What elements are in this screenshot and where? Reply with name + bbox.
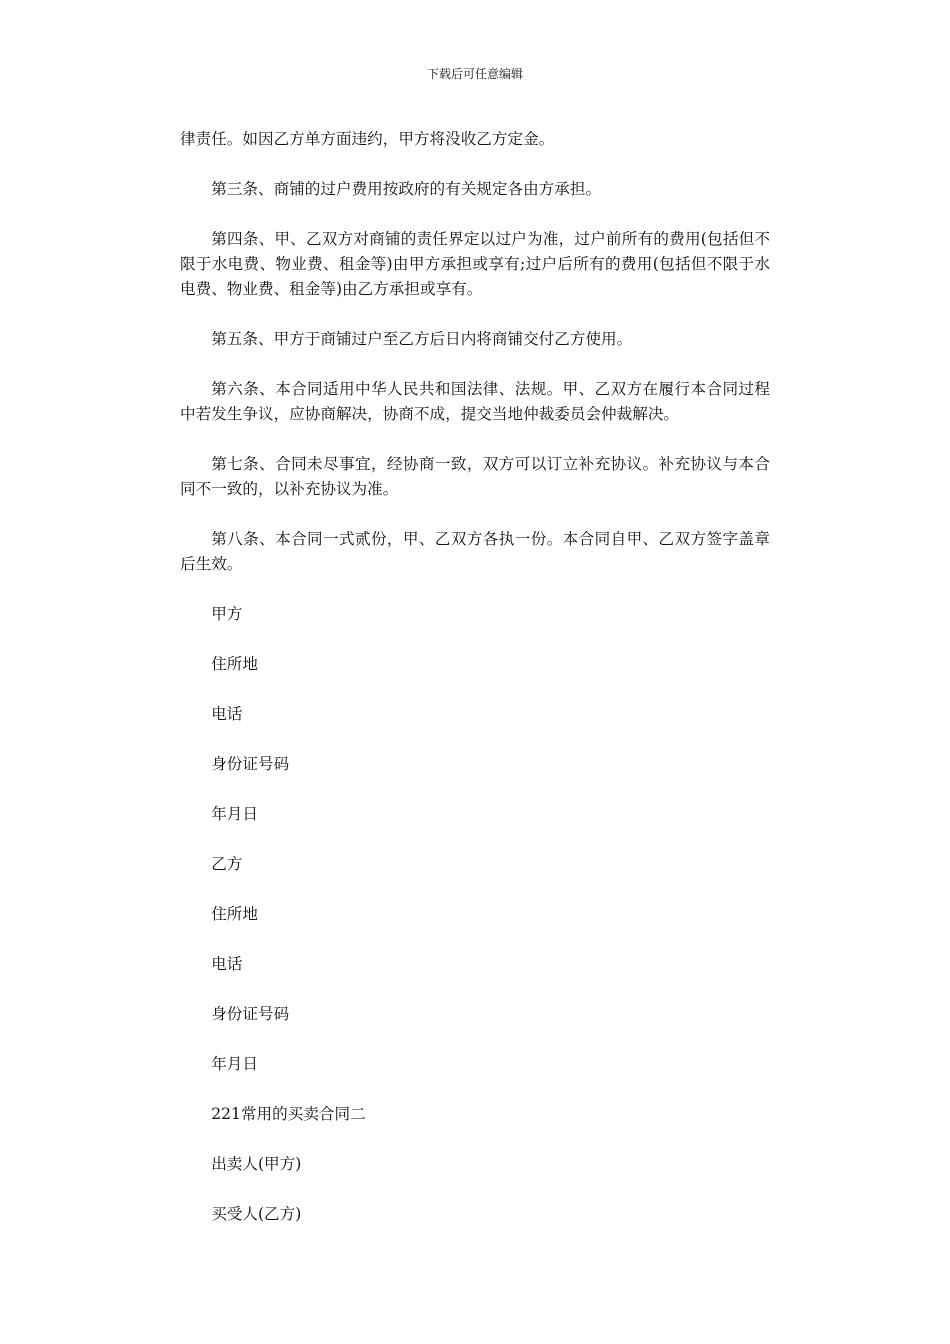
party-a-address-label: 住所地 [211,655,258,673]
party-a-id-label: 身份证号码 [211,755,290,773]
party-a-phone-label: 电话 [211,705,243,723]
article-6: 第六条、本合同适用中华人民共和国法律、法规。甲、乙双方在履行本合同过程中若发生争议，应协商解决，协商不成，提交当地仲裁委员会仲裁解决。 [180,380,770,423]
article-7: 第七条、合同未尽事宜，经协商一致，双方可以订立补充协议。补充协议与本合同不一致的，以补充协议为准。 [180,455,770,498]
party-b-label: 乙方 [211,855,243,873]
page-header: 下载后可任意编辑 [426,67,523,81]
party-b-id-label: 身份证号码 [211,1005,290,1023]
paragraph-continuation: 律责任。如因乙方单方面违约，甲方将没收乙方定金。 [180,130,555,148]
party-b-address-label: 住所地 [211,905,258,923]
document-body [180,127,770,1252]
party-b-date-label: 年月日 [211,1055,258,1073]
section-title: 221常用的买卖合同二 [211,1105,366,1123]
seller-label: 出卖人(甲方) [211,1155,302,1173]
party-b-phone-label: 电话 [211,955,243,973]
article-3: 第三条、商铺的过户费用按政府的有关规定各由方承担。 [211,180,602,198]
buyer-label: 买受人(乙方) [211,1205,302,1223]
party-a-label: 甲方 [211,605,243,623]
article-8: 第八条、本合同一式贰份，甲、乙双方各执一份。本合同自甲、乙双方签字盖章后生效。 [180,530,770,573]
article-5: 第五条、甲方于商铺过户至乙方后日内将商铺交付乙方使用。 [211,330,633,348]
article-4: 第四条、甲、乙双方对商铺的责任界定以过户为准，过户前所有的费用(包括但不限于水电费、物业费、租金等)由甲方承担或享有;过户后所有的费用(包括但不限于水电费、物业费、租金等)由乙方承担或享有。 [180,230,770,298]
party-a-date-label: 年月日 [211,805,258,823]
